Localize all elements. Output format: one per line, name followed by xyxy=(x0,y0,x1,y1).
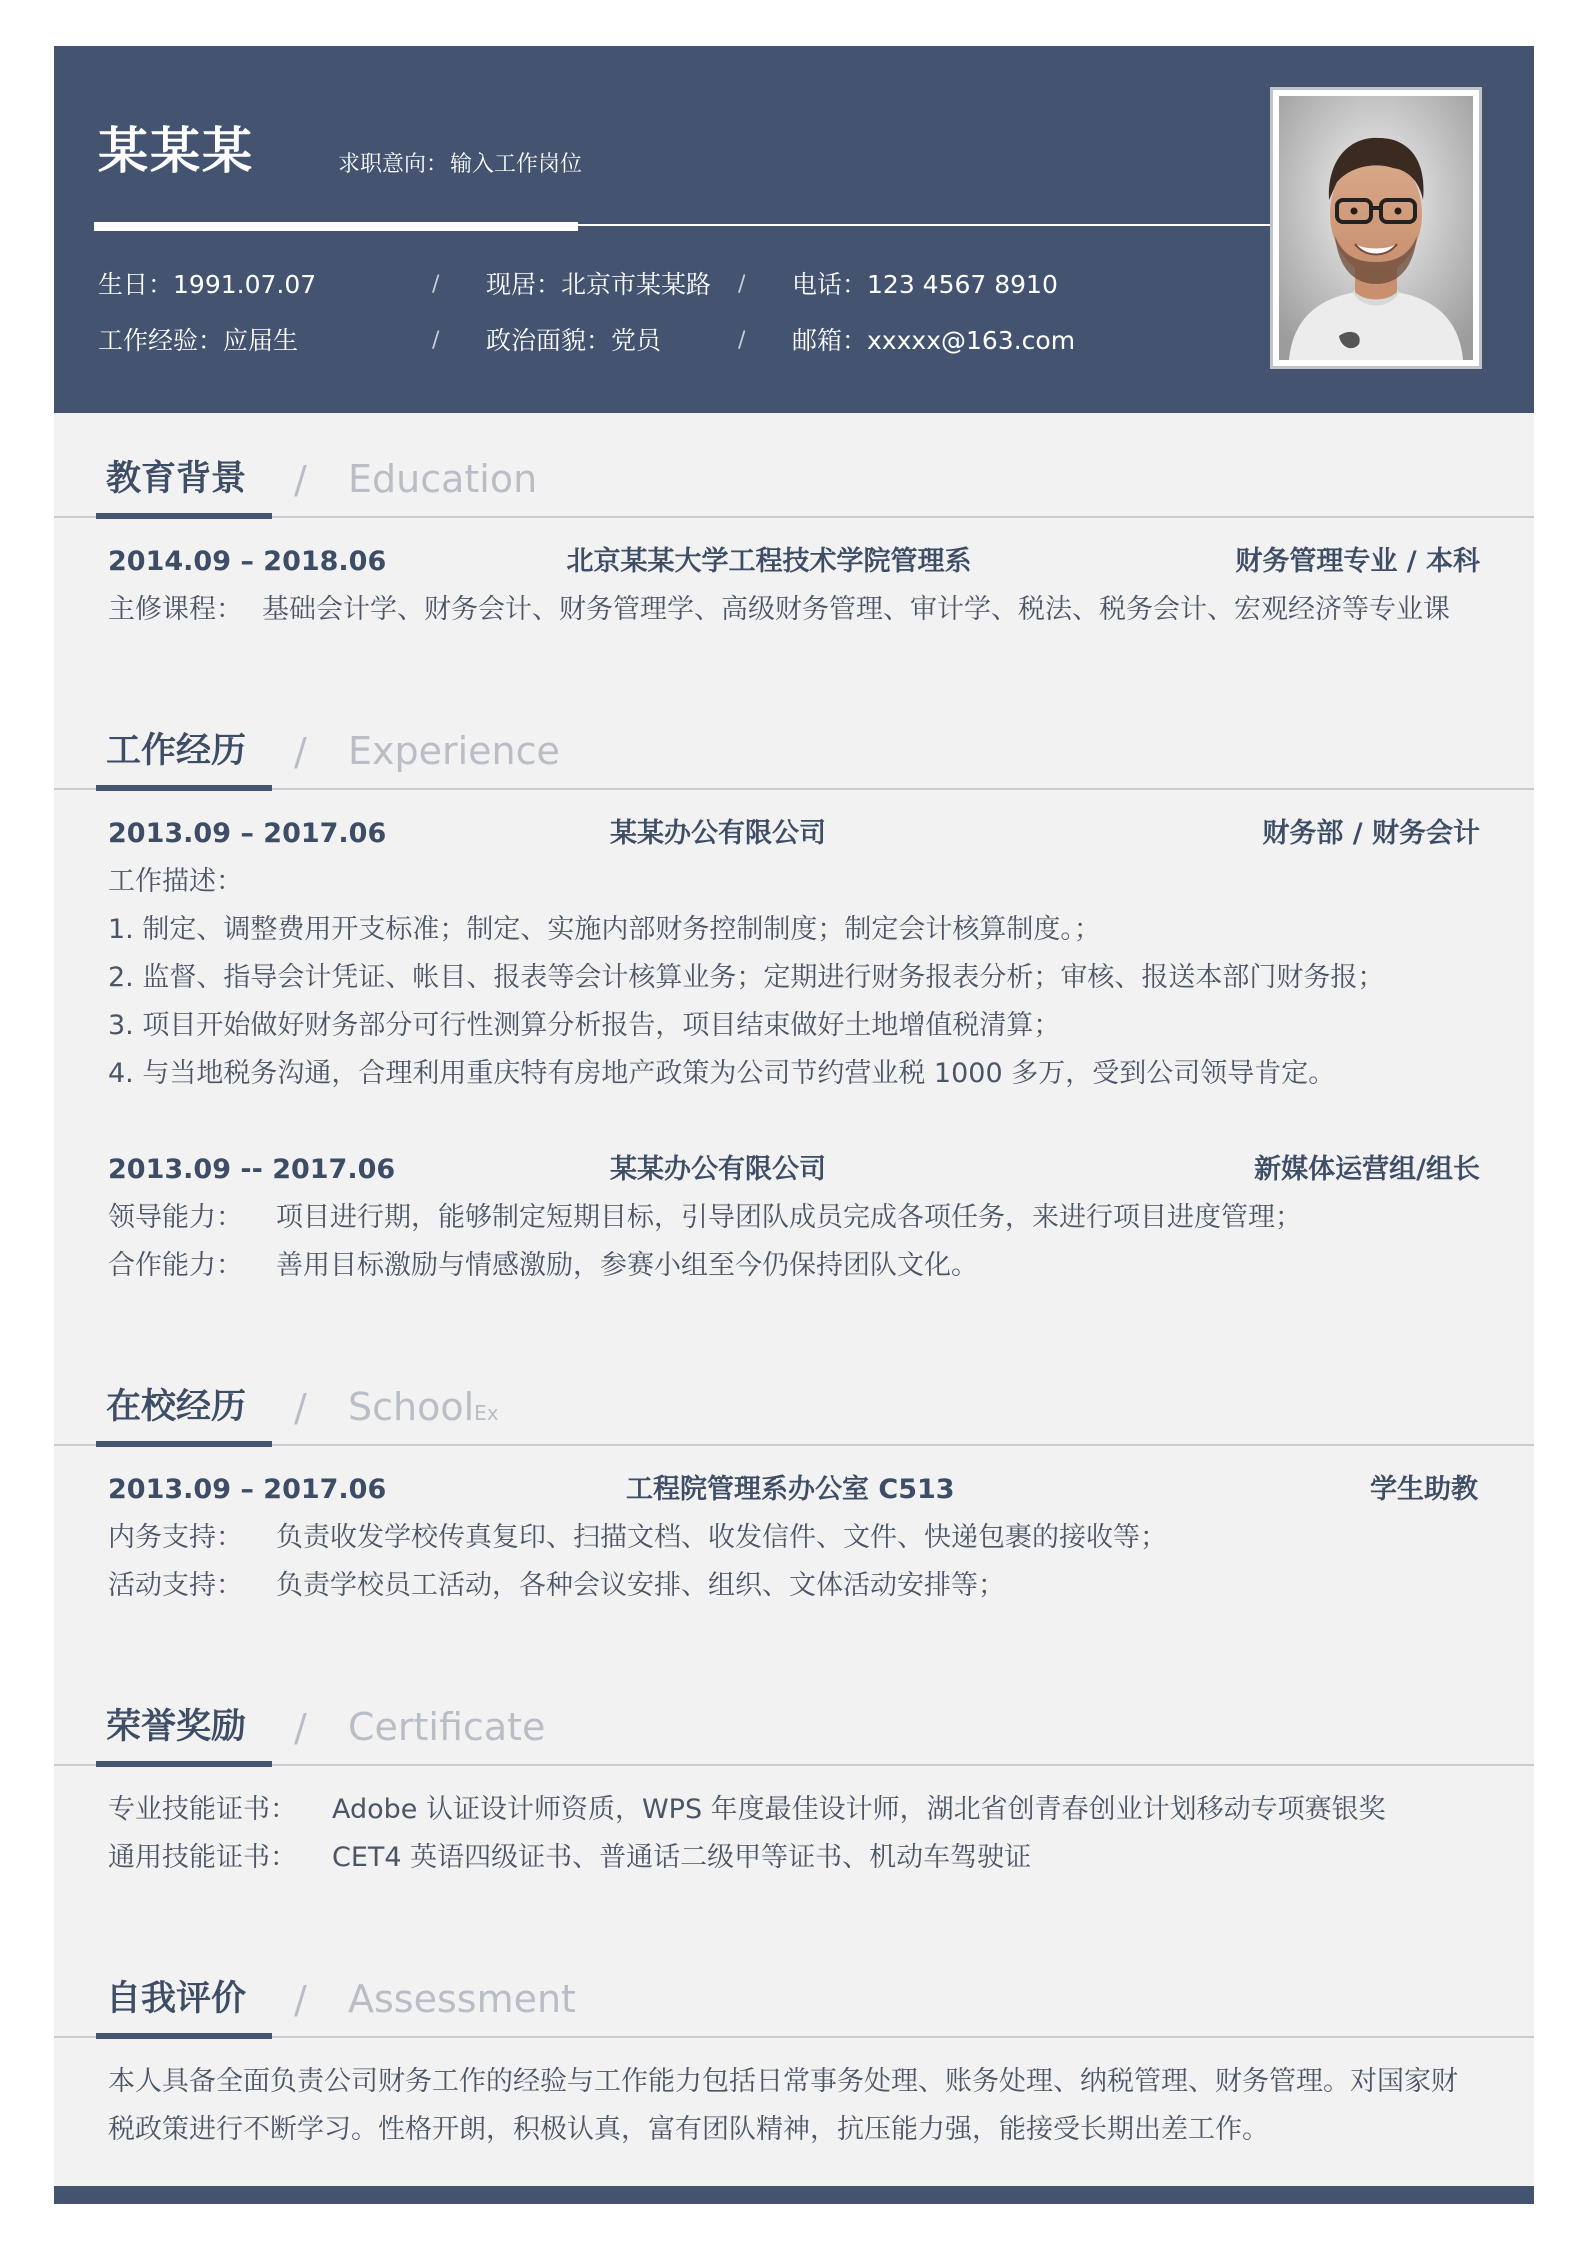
job-date: 2013.09 -- 2017.06 xyxy=(108,1154,396,1185)
education-title-en: Education xyxy=(348,457,538,501)
job-item-label: 领导能力： xyxy=(108,1202,243,1233)
section-accent-bar xyxy=(96,1441,272,1447)
job-description-line: 1. 制定、调整费用开支标准；制定、实施内部财务控制制度；制定会计核算制度。； xyxy=(108,914,1101,945)
job-description-line: 4. 与当地税务沟通，合理利用重庆特有房地产政策为公司节约营业税 1000 多万，受到公司领导肯定。 xyxy=(108,1058,1336,1089)
section-title-separator: / xyxy=(294,1386,307,1430)
job-description-line: 3. 项目开始做好财务部分可行性测算分析报告，项目结束做好土地增值税清算； xyxy=(108,1010,1061,1041)
education-date: 2014.09 – 2018.06 xyxy=(108,546,387,577)
assessment-line: 税政策进行不断学习。性格开朗，积极认真，富有团队精神，抗压能力强，能接受长期出差工作。 xyxy=(108,2114,1269,2145)
section-accent-bar xyxy=(96,785,272,791)
job-company: 某某办公有限公司 xyxy=(610,818,826,849)
section-accent-bar xyxy=(96,2033,272,2039)
section-title-separator: / xyxy=(294,1706,307,1750)
job-date: 2013.09 – 2017.06 xyxy=(108,818,387,849)
school-title: 在校经历 xyxy=(106,1387,247,1427)
info-residence xyxy=(486,272,711,297)
info-phone xyxy=(792,272,1058,297)
candidate-name: 某某某 xyxy=(98,122,254,180)
job-intention-value: 输入工作岗位 xyxy=(450,152,583,177)
school-title-en-main: School xyxy=(348,1385,475,1429)
job-item-label: 合作能力： xyxy=(108,1250,243,1281)
experience-label: 工作经验： xyxy=(98,326,224,355)
section-accent-bar xyxy=(96,513,272,519)
school-title-en-small: Ex xyxy=(474,1401,499,1425)
assessment-title: 自我评价 xyxy=(106,1979,247,2019)
honor-item-label: 专业技能证书： xyxy=(108,1794,297,1825)
job-item-value: 善用目标激励与情感激励，参赛小组至今仍保持团队文化。 xyxy=(276,1250,978,1281)
honor-item xyxy=(108,1844,1031,1871)
section-rule xyxy=(54,516,1534,518)
school-org: 工程院管理系办公室 C513 xyxy=(626,1474,955,1505)
job-item xyxy=(108,1204,1302,1231)
job-intention xyxy=(338,154,582,176)
job-description-label: 工作描述： xyxy=(108,866,243,897)
portrait-illustration xyxy=(1279,96,1473,360)
info-email xyxy=(792,328,1075,353)
header-divider xyxy=(578,224,1328,226)
resume-page xyxy=(54,46,1534,2204)
profile-photo xyxy=(1279,96,1473,360)
education-title: 教育背景 xyxy=(106,459,247,499)
residence-label: 现居： xyxy=(486,270,562,299)
job-item-value: 项目进行期，能够制定短期目标，引导团队成员完成各项任务，来进行项目进度管理； xyxy=(276,1202,1302,1233)
school-date: 2013.09 – 2017.06 xyxy=(108,1474,387,1505)
school-item-label: 活动支持： xyxy=(108,1570,243,1601)
school-role: 学生助教 xyxy=(1370,1474,1478,1505)
section-rule xyxy=(54,2036,1534,2038)
school-item xyxy=(108,1524,1167,1551)
section-accent-bar xyxy=(96,1761,272,1767)
phone-value: 123 4567 8910 xyxy=(867,270,1058,299)
info-separator: / xyxy=(432,272,440,297)
school-item-value: 负责收发学校传真复印、扫描文档、收发信件、文件、快递包裹的接收等； xyxy=(276,1522,1167,1553)
info-separator: / xyxy=(432,328,440,353)
school-item-label: 内务支持： xyxy=(108,1522,243,1553)
experience-title: 工作经历 xyxy=(106,731,247,771)
job-role: 财务部 / 财务会计 xyxy=(1262,818,1480,849)
info-political xyxy=(486,328,661,353)
birthday-value: 1991.07.07 xyxy=(173,270,317,299)
info-experience xyxy=(98,328,298,353)
job-role: 新媒体运营组/组长 xyxy=(1254,1154,1480,1185)
info-birthday xyxy=(98,272,316,297)
section-title-separator: / xyxy=(294,730,307,774)
experience-value: 应届生 xyxy=(223,326,299,355)
job-description-line: 2. 监督、指导会计凭证、帐目、报表等会计核算业务；定期进行财务报表分析；审核、报送本部门财务报； xyxy=(108,962,1385,993)
honor-item xyxy=(108,1796,1386,1823)
section-title-separator: / xyxy=(294,458,307,502)
job-company: 某某办公有限公司 xyxy=(610,1154,826,1185)
assessment-title-en: Assessment xyxy=(348,1977,576,2021)
experience-title-en: Experience xyxy=(348,729,560,773)
footer-bar xyxy=(54,2186,1534,2204)
info-separator: / xyxy=(738,328,746,353)
info-separator: / xyxy=(738,272,746,297)
profile-photo-frame xyxy=(1270,87,1482,369)
honors-title-en: Certificate xyxy=(348,1705,546,1749)
school-item xyxy=(108,1572,1005,1599)
education-courses xyxy=(108,596,1450,623)
email-value: xxxxx@163.com xyxy=(867,326,1076,355)
assessment-line: 本人具备全面负责公司财务工作的经验与工作能力包括日常事务处理、账务处理、纳税管理、财务管理。对国家财 xyxy=(108,2066,1458,2097)
school-title-en xyxy=(348,1385,499,1429)
education-major: 财务管理专业 / 本科 xyxy=(1235,546,1480,577)
school-item-value: 负责学校员工活动，各种会议安排、组织、文体活动安排等； xyxy=(276,1570,1005,1601)
honors-title: 荣誉奖励 xyxy=(106,1707,247,1747)
courses-value: 基础会计学、财务会计、财务管理学、高级财务管理、审计学、税法、税务会计、宏观经济等专业课 xyxy=(262,594,1450,625)
education-school: 北京某某大学工程技术学院管理系 xyxy=(566,546,972,577)
political-value: 党员 xyxy=(611,326,662,355)
section-rule xyxy=(54,1764,1534,1766)
political-label: 政治面貌： xyxy=(486,326,612,355)
section-title-separator: / xyxy=(294,1978,307,2022)
email-label: 邮箱： xyxy=(792,326,868,355)
honor-item-value: Adobe 认证设计师资质，WPS 年度最佳设计师，湖北省创青春创业计划移动专项赛银奖 xyxy=(332,1794,1386,1825)
resume-header xyxy=(54,46,1534,413)
birthday-label: 生日： xyxy=(98,270,174,299)
honor-item-value: CET4 英语四级证书、普通话二级甲等证书、机动车驾驶证 xyxy=(332,1842,1032,1873)
honor-item-label: 通用技能证书： xyxy=(108,1842,297,1873)
header-divider-accent xyxy=(94,222,578,231)
job-item xyxy=(108,1252,978,1279)
phone-label: 电话： xyxy=(792,270,868,299)
section-rule xyxy=(54,788,1534,790)
section-rule xyxy=(54,1444,1534,1446)
courses-label: 主修课程： xyxy=(108,594,243,625)
job-intention-label: 求职意向： xyxy=(338,152,449,177)
residence-value: 北京市某某路 xyxy=(561,270,712,299)
